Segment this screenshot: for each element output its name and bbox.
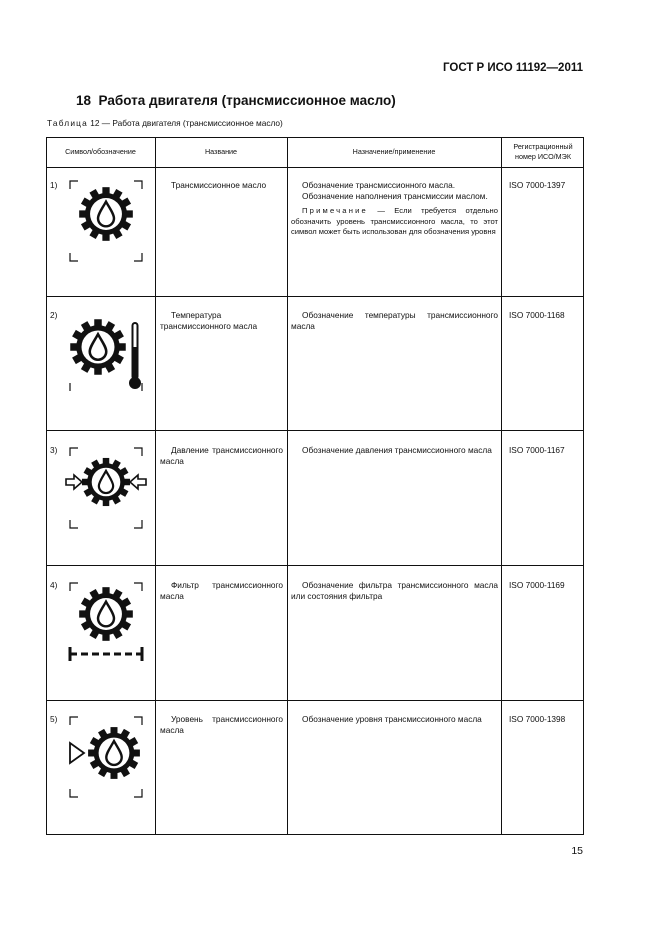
transmission-oil-filter-icon [64,577,148,677]
row-number: 2) [50,310,58,320]
header-name: Название [204,147,238,156]
note-label: Примечание [302,206,368,215]
section-heading [76,93,396,108]
symbols-table [46,137,584,835]
section-number: 18 [76,93,92,108]
purpose-text: Обозначение фильтра трансмиссионного масла или состояния фильтра [291,580,498,601]
purpose-text: Обозначение давления трансмиссионного масла [302,445,492,455]
row-registration: ISO 7000-1169 [509,580,565,590]
row-purpose [291,714,498,725]
table-label: Таблица [47,118,88,128]
row-purpose [291,180,498,238]
row-purpose [291,580,498,602]
table-border-right [583,137,584,835]
header-divider [46,167,584,168]
row-name: Давление трансмиссионного масла [160,445,283,466]
row-registration: ISO 7000-1397 [509,180,566,190]
row-divider [46,565,584,566]
header-symbol: Символ/обозначение [65,147,136,156]
table-number: 12 [90,118,100,128]
table-title: — Работа двигателя (трансмиссионное масло) [101,118,283,128]
purpose-text: Обозначение температуры трансмиссионного масла [291,310,498,331]
column-divider [501,137,502,835]
standard-designation: ГОСТ Р ИСО 11192—2011 [443,62,583,74]
row-number: 1) [50,180,58,190]
transmission-oil-level-icon [64,711,148,811]
row-registration: ISO 7000-1167 [509,445,565,455]
purpose-text: Обозначение наполнения трансмиссии маслом. [302,191,488,201]
header-registration: Регистрационный номер ИСО/МЭК [513,142,573,161]
row-divider [46,700,584,701]
row-name: Уровень трансмиссионного масла [160,714,283,735]
header-purpose: Назначение/применение [352,147,436,156]
section-title: Работа двигателя (трансмиссионное масло) [98,93,396,108]
column-divider [155,137,156,835]
transmission-oil-pressure-icon [64,442,148,542]
table-border-left [46,137,47,835]
row-registration: ISO 7000-1168 [509,310,565,320]
column-divider [287,137,288,835]
row-divider [46,430,584,431]
row-number: 5) [50,714,58,724]
row-name: Трансмиссионное масло [171,180,267,190]
row-number: 4) [50,580,58,590]
row-name: Температура трансмиссионного масла [160,310,258,331]
row-name: Фильтр трансмиссионного масла [160,580,283,601]
table-caption [47,118,283,128]
transmission-oil-temperature-icon [64,305,148,405]
row-number: 3) [50,445,58,455]
page-number: 15 [571,845,583,857]
row-purpose [291,445,498,456]
transmission-oil-icon [64,175,148,275]
purpose-text: Обозначение трансмиссионного масла. [302,180,456,190]
row-purpose [291,310,498,332]
note-text: — Если требуется отдельно обозначить уровень трансмиссионного масла, то этот символ может быть использован для обозначения уровня [291,206,498,236]
row-divider [46,296,584,297]
row-registration: ISO 7000-1398 [509,714,566,724]
table-border-bottom [46,834,584,835]
purpose-text: Обозначение уровня трансмиссионного масла [302,714,482,724]
purpose-note [291,206,498,238]
